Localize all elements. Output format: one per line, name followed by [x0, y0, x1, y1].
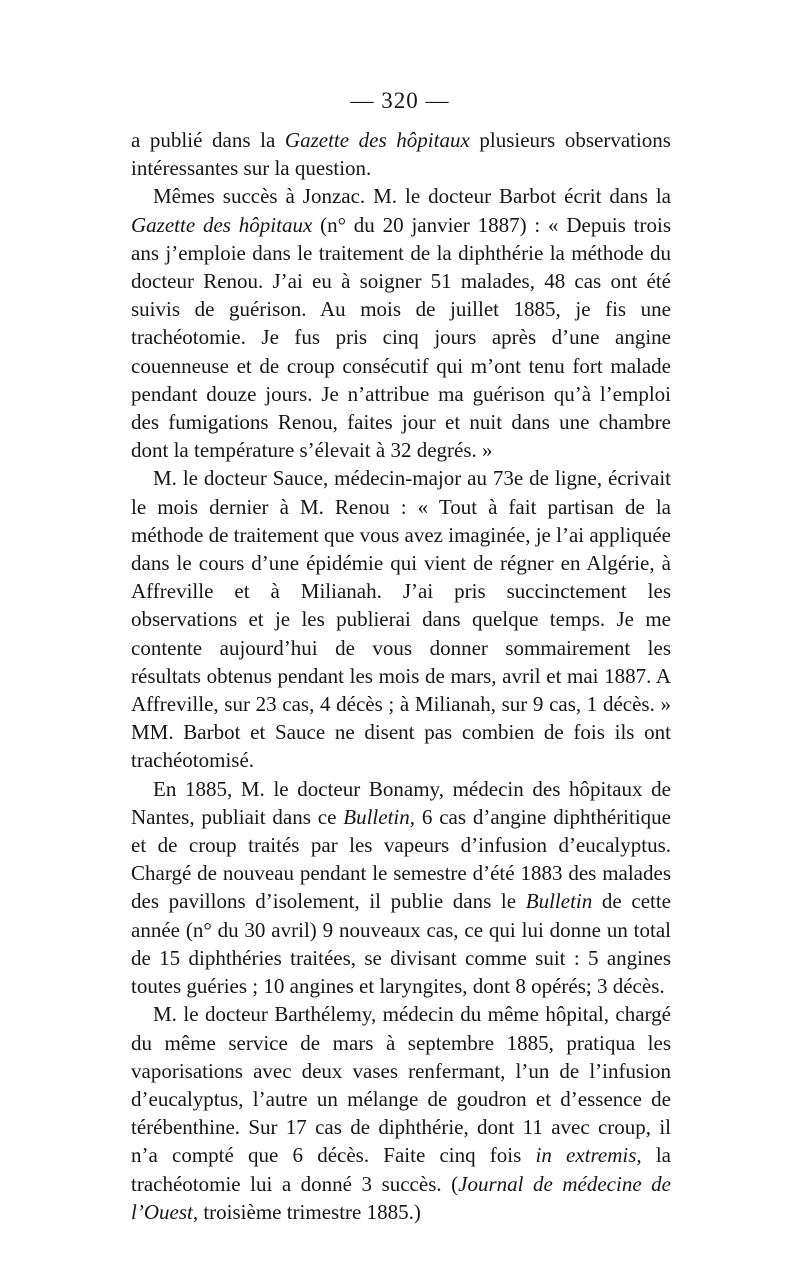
text-run: En 1885, M. le docteur Bonamy, médecin des hôpitaux de Nantes, publiait dans ce — [131, 776, 671, 829]
text-run: M. le docteur Sauce, médecin-major au 73e de ligne, écrivait le mois dernier à M. Renou : « Tout à fait partisan de la méthode de traitement que vous avez imaginée, je l’ai appliquée dans le cours d’une épidémie qui vient de régner en Algérie, à Affreville et à Milianah. J’ai pris succinctement les observations et je les publierai dans quelque temps. Je me contente aujourd’hui de vous donner sommairement les résultats obtenus pendant les mois de mars, avril et mai 1887. A Affreville, sur 23 cas, 4 décès ; à Milianah, sur 9 cas, 1 décès. » MM. Barbot et Sauce ne disent pas combien de fois ils ont trachéotomisé. — [131, 466, 671, 773]
text-run: Mêmes succès à Jonzac. M. le docteur Barbot écrit dans la — [153, 184, 671, 209]
italic-text: Bulletin — [525, 889, 593, 914]
paragraph — [131, 126, 671, 182]
italic-text: Journal de médecine de l’Ouest, — [131, 1171, 671, 1224]
text-run: 6 cas d’angine diphthéritique et de croup traités par les vapeurs d’infusion d’eucalyptus. Chargé de nouveau pendant le semestre d’été 1883 des malades des pavillons d’isolement, il publie dans le — [131, 804, 672, 914]
page-number: — 320 — — [350, 88, 450, 113]
text-run: troisième trimestre 1885.) — [198, 1199, 421, 1224]
italic-text: Bulletin, — [343, 804, 416, 829]
paragraph — [131, 182, 671, 464]
body-text — [131, 126, 671, 1226]
text-run: a publié dans la — [131, 128, 285, 152]
italic-text: Gazette des hôpitaux — [131, 212, 313, 237]
text-run: plusieurs observations intéressantes sur la question. — [131, 128, 671, 181]
text-run: de cette année (n° du 30 avril) 9 nouveaux cas, ce qui lui donne un total de 15 diphthéries traitées, se divisant comme suit : 5 angines toutes guéries ; 10 angines et laryngites, dont 8 opérés; 3 décès. — [131, 889, 672, 999]
italic-text: Gazette des hôpitaux — [284, 128, 470, 152]
text-run: (n° du 20 janvier 1887) : « Depuis trois ans j’emploie dans le traitement de la diphthérie la méthode du docteur Renou. J’ai eu à soigner 51 malades, 48 cas ont été suivis de guérison. Au mois de juillet 1885, je fis une trachéotomie. Je fus pris cinq jours après d’une angine couenneuse et de croup consécutif qui m’ont tenu fort malade pendant douze jours. Je n’attribue ma guérison qu’à l’emploi des fumigations Renou, faites jour et nuit dans une chambre dont la température s’élevait à 32 degrés. » — [131, 212, 671, 463]
text-run: la trachéotomie lui a donné 3 succès. ( — [131, 1143, 671, 1196]
paragraph — [131, 464, 671, 774]
paragraph — [131, 1000, 671, 1226]
text-run: M. le docteur Barthélemy, médecin du même hôpital, chargé du même service de mars à septembre 1885, pratiqua les vaporisations avec deux vases renfermant, l’un de l’infusion d’eucalyptus, l’autre un mélange de goudron et d’essence de térébenthine. Sur 17 cas de diphthérie, dont 11 avec croup, il n’a compté que 6 décès. Faite cinq fois — [131, 1002, 671, 1168]
italic-text: in extremis, — [535, 1143, 642, 1168]
paragraph — [131, 775, 671, 1001]
